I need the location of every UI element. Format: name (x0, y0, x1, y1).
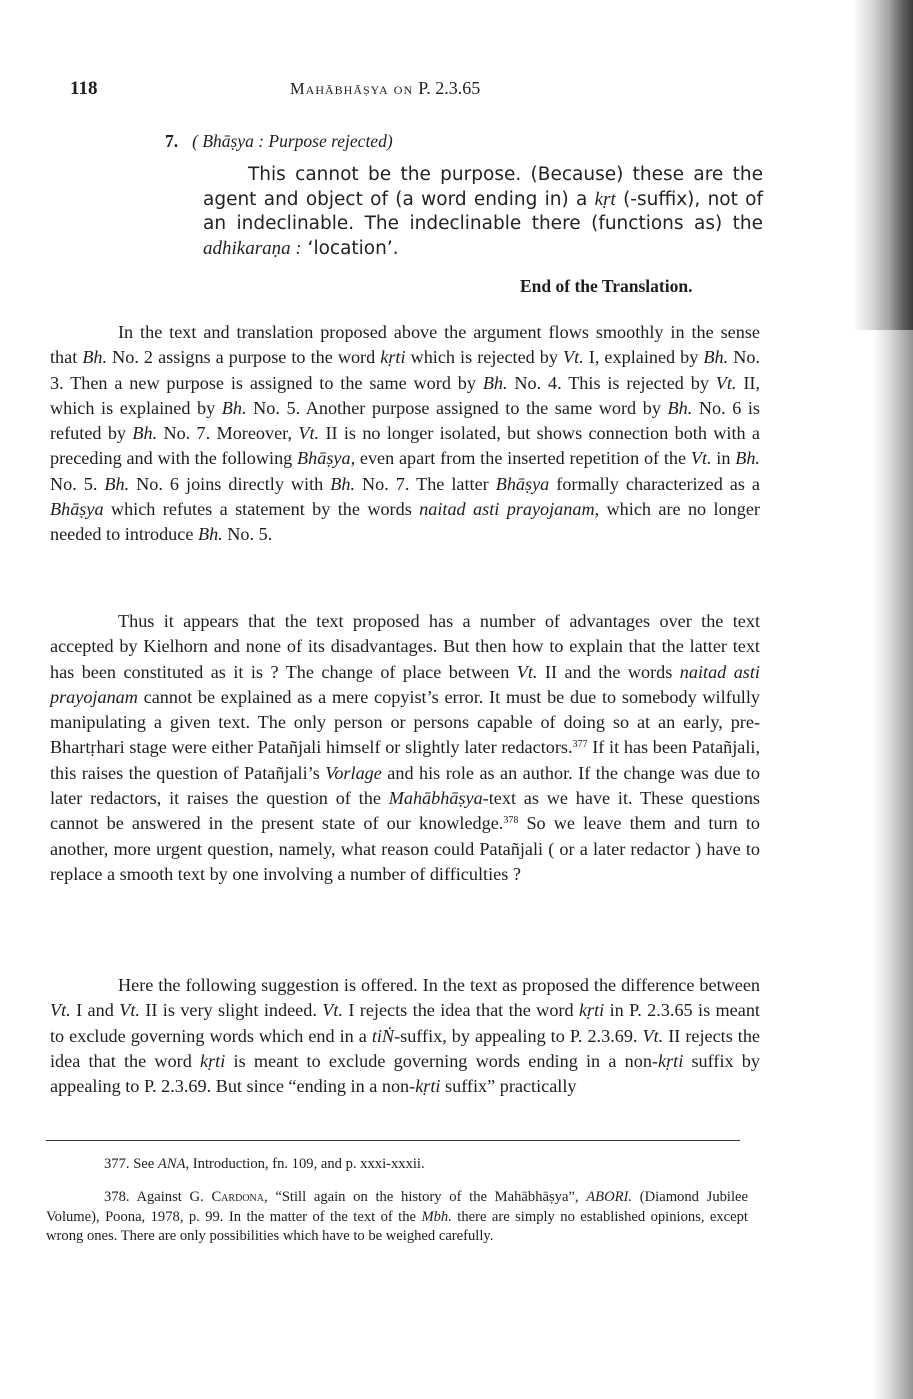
end-of-translation: End of the Translation. (520, 276, 693, 296)
page-number: 118 (70, 78, 98, 99)
footnote-rule (46, 1140, 740, 1141)
running-head: Mahābhāṣya on P. 2.3.65 (290, 78, 481, 98)
section-number: 7. (165, 131, 179, 151)
footnote-ref-378: 378 (503, 815, 519, 827)
scan-shadow-edge (873, 0, 913, 1399)
body-paragraph-3: Here the following suggestion is offered. In the text as proposed the difference between Vt. I and Vt. II is very slight indeed. Vt. I rejects the idea that the word kṛti in P. 2.3.65 is meant to exclude governing words which end in a tiṄ-suffix, by appealing to P. 2.3.69. Vt. II rejects the idea that the word kṛti is meant to exclude governing words ending in a non-kṛti suffix by appealing to P. 2.3.69. But since “ending in a non-kṛti suffix” practically (50, 975, 760, 1097)
footnote-377: 377. See ANA, Introduction, fn. 109, and p. xxxi-xxxii. (104, 1156, 425, 1172)
body-paragraph-2: Thus it appears that the text proposed has a number of advantages over the text accepted by Kielhorn and none of its disadvantages. But then how to explain that the latter text has been constituted as it is ? The change of place between Vt. II and the words naitad asti prayojanam cannot be explained as a mere copyist’s error. It must be due to somebody wilfully manipulating a given text. The only person or persons capable of doing so at an early, pre-Bhartṛhari stage were either Patañjali himself or slightly later redactors.$^{377}$ If it has been Patañjali, this raises the question of Patañjali’s Vorlage and his role as an author. If the change was due to later redactors, it raises the question of the Mahābhāṣya-text as we have it. These questions cannot be answered in the present state of our knowledge.$^{378}$ So we leave them and turn to another, more urgent question, namely, what reason could Patañjali ( or a later redactor ) have to replace a smooth text by one involving a number of difficulties ? (50, 611, 761, 884)
footnote-ref-377: 377 (572, 739, 588, 751)
translation-paragraph: This cannot be the purpose. (Because) these are the agent and object of (a word ending in) a kṛt (-suffix), not of an indeclinable. The indeclinable there (functions as) the adhikaraṇa : ‘location’. (203, 164, 763, 259)
section-heading (165, 131, 393, 152)
section-title: ( Bhāṣya : Purpose rejected) (192, 131, 393, 151)
footnote-378: 378. Against G. Cardona, “Still again on the history of the Mahābhāṣya”, ABORI. (Diamond Jubilee Volume), Poona, 1978, p. 99. In the matter of the text of the Mbh. there are simply no established opinions, except wrong ones. There are only possibilities which have to be weighed carefully. (46, 1189, 748, 1244)
body-paragraph-1: In the text and translation proposed above the argument flows smoothly in the sense that Bh. No. 2 assigns a purpose to the word kṛti which is rejected by Vt. I, explained by Bh. No. 3. Then a new purpose is assigned to the same word by Bh. No. 4. This is rejected by Vt. II, which is explained by Bh. No. 5. Another purpose assigned to the same word by Bh. No. 6 is refuted by Bh. No. 7. Moreover, Vt. II is no longer isolated, but shows connection both with a preceding and with the following Bhāṣya, even apart from the inserted repetition of the Vt. in Bh. No. 5. Bh. No. 6 joins directly with Bh. No. 7. The latter Bhāṣya formally characterized as a Bhāṣya which refutes a statement by the words naitad asti prayojanam, which are no longer needed to introduce Bh. No. 5. (50, 322, 761, 545)
page-header (70, 78, 750, 108)
